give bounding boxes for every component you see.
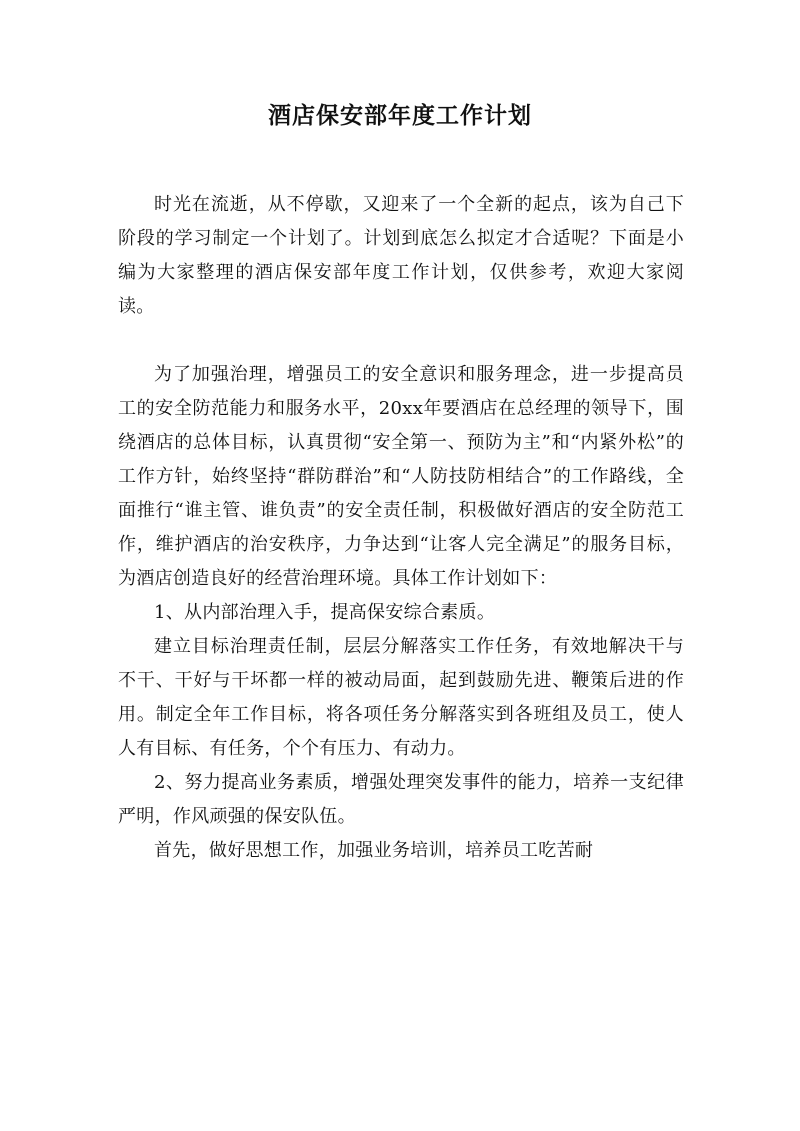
document-title: 酒店保安部年度工作计划: [268, 102, 532, 129]
section-heading: 1、从内部治理入手，提高保安综合素质。: [154, 602, 496, 623]
body-paragraph: 为了加强治理，增强员工的安全意识和服务理念，进一步提高员工的安全防范能力和服务水平，20xx年要酒店在总经理的领导下，围绕酒店的总体目标，认真贯彻“安全第一、预防为主”和“内紧外松”的工作方针，始终坚持“群防群治”和“人防技防相结合”的工作路线，全面推行“谁主管、谁负责”的安全责任制，积极做好酒店的安全防范工作，维护酒店的治安秩序，力争达到“让客人完全满足”的服务目标，为酒店创造良好的经营治理环境。具体工作计划如下：: [118, 364, 684, 589]
document-body: [118, 188, 684, 868]
intro-paragraph: 时光在流逝，从不停歇，又迎来了一个全新的起点，该为自己下阶段的学习制定一个计划了。计划到底怎么拟定才合适呢？下面是小编为大家整理的酒店保安部年度工作计划，仅供参考，欢迎大家阅读。: [118, 194, 684, 317]
body-paragraph: 建立目标治理责任制，层层分解落实工作任务，有效地解决干与不干、干好与干坏都一样的被动局面，起到鼓励先进、鞭策后进的作用。制定全年工作目标，将各项任务分解落实到各班组及员工，使人人有目标、有任务，个个有压力、有动力。: [118, 636, 684, 759]
section-heading: 2、努力提高业务素质，增强处理突发事件的能力，培养一支纪律严明，作风顽强的保安队伍。: [118, 772, 684, 827]
body-paragraph: 首先，做好思想工作，加强业务培训，培养员工吃苦耐: [154, 840, 594, 861]
